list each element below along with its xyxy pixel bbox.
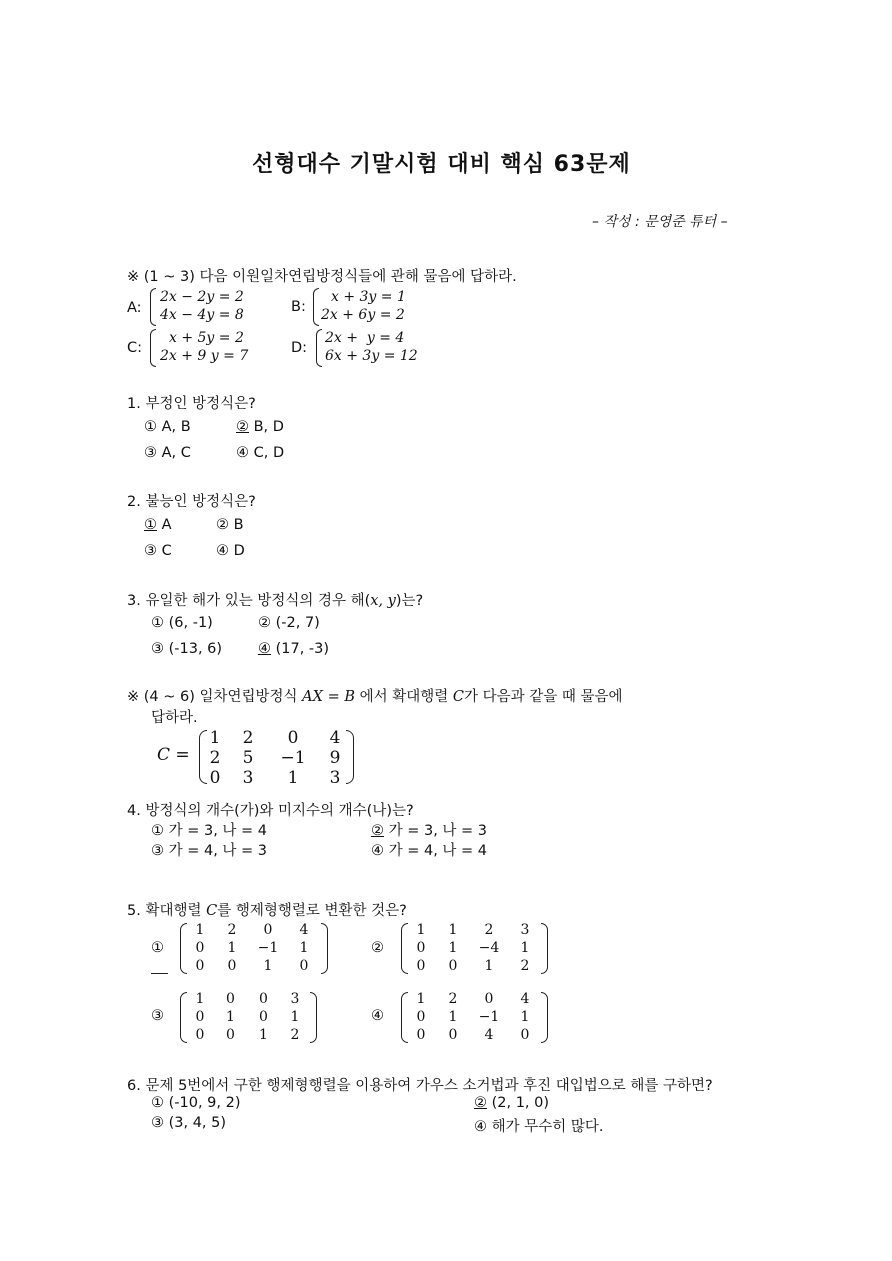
- q5-matrix-2: [407, 921, 543, 975]
- matrix-cell: 1: [227, 940, 237, 956]
- matrix-cell: 0: [299, 958, 309, 974]
- matrix-cell: 1: [195, 922, 205, 938]
- system-d-eq1: 2x + y = 4: [325, 330, 405, 346]
- matrix-row: [407, 957, 543, 975]
- matrix-cell: 1: [520, 1009, 530, 1025]
- q4-question: 4. 방정식의 개수(가)와 미지수의 개수(나)는?: [127, 803, 414, 819]
- matrix-cell: 2: [227, 922, 237, 938]
- q2-option-2: ② B: [216, 517, 244, 533]
- q3-option-1: ① (6, -1): [151, 615, 213, 631]
- q5-option-1-mark: ①: [151, 940, 164, 956]
- matrix-cell: 0: [448, 1027, 458, 1043]
- matrix-row: [407, 1008, 543, 1026]
- section1-intro: ※ (1 ~ 3) 다음 이원일차연립방정식들에 관해 물음에 답하라.: [127, 269, 517, 285]
- q1-question: 1. 부정인 방정식은?: [127, 396, 256, 412]
- matrix-cell: 2: [209, 748, 221, 768]
- system-d-eq2: 6x + 3y = 12: [325, 348, 418, 364]
- matrix-cell: −4: [478, 940, 500, 956]
- matrix-cell: 9: [329, 748, 341, 768]
- matrix-cell: 1: [263, 958, 273, 974]
- system-c-eq1: x + 5y = 2: [169, 330, 244, 346]
- q3-option-2: ② (-2, 7): [258, 615, 320, 631]
- q6-option-2: ② (2, 1, 0): [474, 1095, 550, 1111]
- matrix-cell: 0: [195, 940, 205, 956]
- q4-option-3: ③ 가 = 4, 나 = 3: [151, 843, 268, 859]
- matrix-cell: −1: [478, 1009, 500, 1025]
- matrix-cell: 1: [416, 991, 426, 1007]
- q2-answer-mark: ①: [144, 517, 157, 533]
- system-b-brace: [313, 288, 319, 326]
- q5-matrix-1: [186, 921, 322, 975]
- matrix-cell: 0: [520, 1027, 530, 1043]
- system-b-eq2: 2x + 6y = 2: [321, 307, 405, 323]
- matrix-cell: 4: [329, 728, 341, 748]
- q6-option-4: ④ 해가 무수히 많다.: [474, 1119, 604, 1135]
- matrix-cell: −1: [257, 940, 279, 956]
- matrix-cell: 3: [290, 991, 300, 1007]
- matrix-cell: 1: [520, 940, 530, 956]
- q3-answer-mark: ④: [258, 641, 271, 657]
- matrix-row: [186, 939, 322, 957]
- system-d-label: D:: [291, 340, 308, 356]
- q5-question: 5. 확대행렬 C를 행제형행렬로 변환한 것은?: [127, 903, 407, 919]
- matrix-cell: 1: [287, 768, 299, 788]
- system-a-eq1: 2x − 2y = 2: [160, 289, 244, 305]
- q5-option-3-mark: ③: [151, 1008, 164, 1024]
- q1-option-3: ③ A, C: [144, 445, 191, 461]
- system-b-label: B:: [291, 299, 306, 315]
- matrix-cell: 1: [259, 1027, 268, 1043]
- matrix-cell: 1: [299, 940, 309, 956]
- matrix-row: [407, 939, 543, 957]
- matrix-cell: 0: [226, 1027, 235, 1043]
- matrix-row: [206, 768, 356, 788]
- matrix-cell: 2: [242, 728, 254, 748]
- q3-option-3: ③ (-13, 6): [151, 641, 223, 657]
- matrix-cell: 1: [448, 922, 458, 938]
- q2-question: 2. 불능인 방정식은?: [127, 494, 256, 510]
- matrix-cell: 0: [448, 958, 458, 974]
- author-line: – 작성 : 문영준 튜터 –: [592, 214, 728, 230]
- matrix-cell: 0: [195, 958, 205, 974]
- system-c-label: C:: [127, 340, 143, 356]
- matrix-cell: 1: [484, 958, 494, 974]
- matrix-cell: 2: [448, 991, 458, 1007]
- matrix-cell: 0: [416, 1009, 426, 1025]
- matrix-cell: 1: [209, 728, 221, 748]
- matrix-cell: 0: [259, 1009, 268, 1025]
- matrix-cell: 2: [520, 958, 530, 974]
- q1-option-4: ④ C, D: [236, 445, 285, 461]
- matrix-cell: 1: [448, 1009, 458, 1025]
- section2-intro: ※ (4 ~ 6) 일차연립방정식 AX = B 에서 확대행렬 C가 다음과 같을 때 물음에: [127, 689, 623, 705]
- matrix-cell: 0: [263, 922, 273, 938]
- matrix-cell: 0: [416, 958, 426, 974]
- matrix-cell: 1: [416, 922, 426, 938]
- system-a-label: A:: [127, 300, 142, 316]
- matrix-row: [206, 728, 356, 748]
- q5-option-2-mark: ②: [371, 940, 384, 956]
- matrix-cell: 0: [484, 991, 494, 1007]
- q2-option-1: ① A: [144, 517, 172, 533]
- matrix-cell: 4: [520, 991, 530, 1007]
- matrix-c: [206, 728, 356, 788]
- matrix-cell: 4: [484, 1027, 494, 1043]
- section2-intro-line2: 답하라.: [151, 710, 198, 726]
- q5-m1-right-paren: [321, 923, 328, 974]
- matrix-cell: 0: [416, 940, 426, 956]
- matrix-cell: 3: [520, 922, 530, 938]
- q4-option-4: ④ 가 = 4, 나 = 4: [371, 843, 488, 859]
- q2-option-4: ④ D: [216, 543, 245, 559]
- matrix-cell: 5: [242, 748, 254, 768]
- matrix-cell: 1: [195, 991, 205, 1007]
- q5-m3-right-paren: [310, 992, 317, 1043]
- matrix-row: [407, 1026, 543, 1044]
- matrix-cell: 0: [195, 1027, 205, 1043]
- matrix-cell: 0: [226, 991, 235, 1007]
- q6-question: 6. 문제 5번에서 구한 행제형행렬을 이용하여 가우스 소거법과 후진 대입법으로 해를 구하면?: [127, 1078, 713, 1094]
- system-c-eq2: 2x + 9 y = 7: [160, 348, 249, 364]
- q4-option-2: ② 가 = 3, 나 = 3: [371, 823, 488, 839]
- matrix-cell: 0: [227, 958, 237, 974]
- q6-option-1: ① (-10, 9, 2): [151, 1095, 241, 1111]
- matrix-row: [186, 1026, 310, 1044]
- page-title: 선형대수 기말시험 대비 핵심 63문제: [252, 152, 631, 177]
- matrix-cell: 1: [290, 1009, 300, 1025]
- q1-option-1: ① A, B: [144, 419, 191, 435]
- q1-option-2: ② B, D: [236, 419, 284, 435]
- q5-matrix-3: [186, 990, 310, 1044]
- q5-matrix-4: [407, 990, 543, 1044]
- system-d-brace: [316, 329, 322, 367]
- matrix-cell: 1: [226, 1009, 235, 1025]
- matrix-cell: 4: [299, 922, 309, 938]
- system-c-brace: [150, 329, 156, 367]
- system-a-brace: [150, 288, 156, 326]
- matrix-row: [186, 921, 322, 939]
- matrix-cell: 0: [259, 991, 268, 1007]
- matrix-row: [407, 990, 543, 1008]
- matrix-cell: 0: [287, 728, 299, 748]
- system-a-eq2: 4x − 4y = 8: [160, 307, 244, 323]
- matrix-cell: 3: [242, 768, 254, 788]
- matrix-row: [186, 1008, 310, 1026]
- matrix-cell: 3: [329, 768, 341, 788]
- q2-option-3: ③ C: [144, 543, 172, 559]
- matrix-cell: 2: [290, 1027, 300, 1043]
- matrix-row: [407, 921, 543, 939]
- q1-answer-mark: ②: [236, 419, 249, 435]
- matrix-cell: 0: [209, 768, 221, 788]
- q5-answer-underline: [151, 973, 168, 974]
- matrix-cell: 0: [416, 1027, 426, 1043]
- matrix-c-label: C =: [157, 745, 190, 765]
- q4-option-1: ① 가 = 3, 나 = 4: [151, 823, 268, 839]
- matrix-row: [186, 990, 310, 1008]
- q3-question: 3. 유일한 해가 있는 방정식의 경우 해(x, y)는?: [127, 593, 424, 609]
- q6-answer-mark: ②: [474, 1095, 487, 1111]
- matrix-cell: −1: [280, 748, 306, 768]
- q5-option-4-mark: ④: [371, 1008, 384, 1024]
- q3-option-4: ④ (17, -3): [258, 641, 330, 657]
- matrix-row: [206, 748, 356, 768]
- q4-answer-mark: ②: [371, 823, 384, 839]
- matrix-row: [186, 957, 322, 975]
- matrix-cell: 0: [195, 1009, 205, 1025]
- q6-option-3: ③ (3, 4, 5): [151, 1115, 227, 1131]
- system-b-eq1: x + 3y = 1: [331, 289, 406, 305]
- matrix-cell: 1: [448, 940, 458, 956]
- matrix-cell: 2: [484, 922, 494, 938]
